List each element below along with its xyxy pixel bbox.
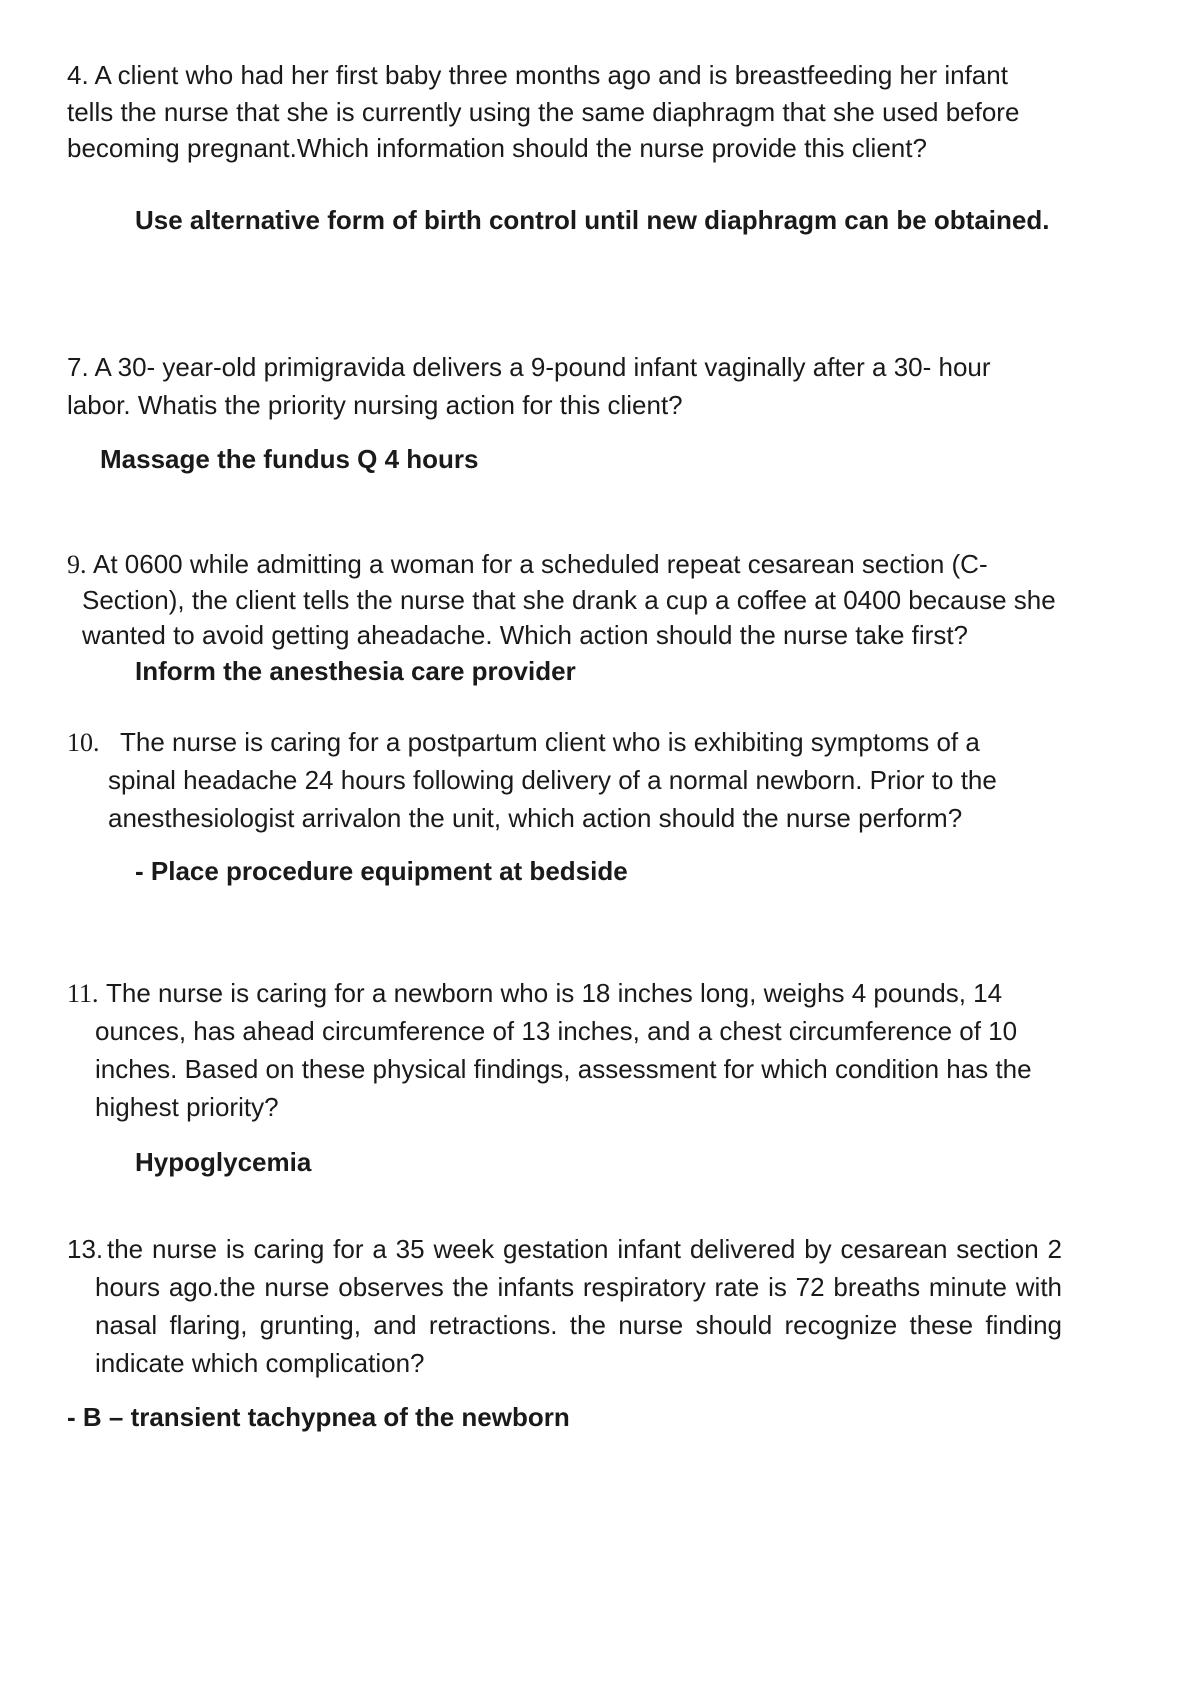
question-text-line: The nurse is caring for a postpartum client who is exhibiting symptoms of a xyxy=(120,726,980,757)
question-number: 9. xyxy=(67,549,87,579)
question-text-line: anesthesiologist arrivalon the unit, which action should the nurse perform? xyxy=(108,802,963,833)
question-text: A 30- year-old primigravida delivers a 9-pound infant vaginally after a 30- hour xyxy=(94,351,991,382)
question-text-line: At 0600 while admitting a woman for a scheduled repeat cesarean section (C- xyxy=(93,548,988,579)
answer-text: Massage the fundus Q 4 hours xyxy=(100,443,479,474)
question-text-line: wanted to avoid getting aheadache. Which action should the nurse take first? xyxy=(82,619,969,650)
question-text-line: indicate which complication? xyxy=(95,1347,425,1378)
question-text-line: tells the nurse that she is currently using the same diaphragm that she used before xyxy=(67,96,1020,127)
question-text-line xyxy=(67,59,1008,92)
question-text: A client who had her first baby three months ago and is breastfeeding her infant xyxy=(94,59,1008,90)
question-text-line: hours ago.the nurse observes the infants respiratory rate is 72 breaths minute with xyxy=(95,1271,1062,1302)
question-text-line: inches. Based on these physical findings, assessment for which condition has the xyxy=(95,1053,1032,1084)
question-number: 10. xyxy=(67,727,100,757)
question-number: 11. xyxy=(67,978,99,1008)
question-text-line: nasal flaring, grunting, and retractions. the nurse should recognize these finding xyxy=(95,1309,1062,1340)
question-text-line: spinal headache 24 hours following delivery of a normal newborn. Prior to the xyxy=(108,764,997,795)
question-text-line: Section), the client tells the nurse that she drank a cup a coffee at 0400 because she xyxy=(82,584,1056,615)
question-text-line: labor. Whatis the priority nursing action for this client? xyxy=(67,389,683,420)
question-text-line: becoming pregnant.Which information should the nurse provide this client? xyxy=(67,132,927,163)
answer-text: Inform the anesthesia care provider xyxy=(135,655,576,686)
question-number: 7. xyxy=(67,351,89,382)
answer-text: Use alternative form of birth control until new diaphragm can be obtained. xyxy=(135,204,1050,235)
answer-text: - Place procedure equipment at bedside xyxy=(135,855,628,886)
answer-text: Hypoglycemia xyxy=(135,1146,312,1177)
answer-text: - B – transient tachypnea of the newborn xyxy=(67,1401,570,1432)
question-number: 13. xyxy=(67,1233,104,1264)
question-number: 4. xyxy=(67,59,89,90)
question-text-line: the nurse is caring for a 35 week gestation infant delivered by cesarean section 2 xyxy=(107,1233,1062,1264)
question-text-line xyxy=(67,351,991,384)
question-text-line: highest priority? xyxy=(95,1091,279,1122)
question-text-line: The nurse is caring for a newborn who is 18 inches long, weighs 4 pounds, 14 xyxy=(106,977,1003,1008)
question-text-line: ounces, has ahead circumference of 13 inches, and a chest circumference of 10 xyxy=(95,1015,1018,1046)
